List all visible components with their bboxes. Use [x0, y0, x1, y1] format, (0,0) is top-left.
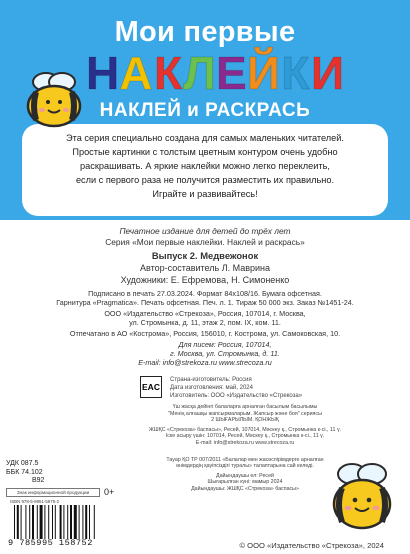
letters-line: Для писем: Россия, 107014,: [178, 340, 272, 349]
info-product-mark: Знак информационной продукции: [6, 488, 100, 497]
title-letter: Н: [86, 47, 120, 99]
kazakh-line: E-mail: info@strekoza.ru www.strecoza.ru: [195, 439, 295, 446]
kazakh-line: "Менің алғашқы жапсырмаларым. Жапсыр және боя" сериясы: [168, 410, 322, 417]
kazakh-line: Тауар ҚО ТР 007/2011 «Балалар мен жасөспірімдерге арналған: [166, 456, 324, 463]
barcode-bar: [70, 505, 72, 539]
barcode-bar: [55, 505, 56, 539]
barcode-bar: [63, 505, 64, 539]
barcode-bar: [60, 505, 62, 539]
publisher-line: ул. Стромынка, д. 11, этаж 2, пом. IX, ком. 11.: [129, 318, 281, 327]
title-letter: К: [281, 47, 310, 99]
bee-icon: [22, 70, 88, 130]
kazakh-line: өнімдердің қауіпсіздігі туралы» талаптарына сай келеді.: [176, 463, 314, 470]
kazakh-line: Іске асыру үшін: 107014, Ресей, Мәскеу қ., Стромынка к-сі., 11 ү.: [165, 433, 325, 440]
signed-line: Подписано в печать 27.03.2024. Формат 84х108/16. Бумага офсетная.: [88, 289, 322, 298]
copyright: © ООО «Издательство «Стрекоза», 2024: [239, 541, 384, 550]
catalog-codes: [6, 460, 44, 486]
barcode-bar: [32, 505, 34, 539]
barcode-bar: [67, 505, 68, 539]
barcode-bar: [74, 505, 77, 539]
eac-mark: EAC: [140, 376, 162, 398]
barcode-bar: [48, 505, 49, 539]
barcode-bar: [79, 505, 80, 539]
title-letter: Й: [246, 47, 280, 99]
kazakh-line: 2 ШЫҒАРЫЛЫМ. ҚОНЖЫҚ: [211, 417, 279, 424]
artists-line: Художники: Е. Ефремова, Н. Симоненко: [120, 275, 290, 285]
title-letter: Е: [215, 47, 247, 99]
publisher-line: ООО «Издательство «Стрекоза», Россия, 107014, г. Москва,: [104, 309, 306, 318]
kazakh-line: Шығарылған күні: мамыр 2024: [207, 479, 283, 486]
intro-line: Эта серия специально создана для самых маленьких читателей.: [66, 133, 344, 143]
kazakh-line: Дайындаушы ел: Ресей: [216, 472, 274, 479]
date-line: Дата изготовления: май, 2024: [170, 385, 253, 391]
maker-line: Изготовитель: ООО «Издательство «Стрекоза»: [170, 393, 303, 399]
title-letter: Л: [183, 47, 216, 99]
intro-box: [22, 124, 388, 216]
main-title: [86, 47, 345, 99]
kazakh-line: ЖШҚС «Стрекоза» баспасы», Ресей, 107014, Мәскеу қ., Стромынка к-сі., 11 ү.: [148, 426, 342, 433]
barcode-bar: [29, 505, 30, 539]
barcode-bar: [94, 505, 95, 539]
author-code: В92: [32, 477, 45, 485]
barcode-bar: [21, 505, 22, 539]
intro-line: Играйте и развивайтесь!: [152, 189, 258, 199]
barcode-bar: [14, 505, 15, 539]
age-rating: 0+: [104, 487, 115, 497]
bbk-code: ББК 74.102: [6, 468, 43, 476]
subtitle: НАКЛЕЙ и РАСКРАСЬ: [99, 100, 311, 121]
kazakh-block: [120, 404, 370, 493]
intro-line: Простые картинки с толстым цветным контуром очень удобно: [72, 147, 338, 157]
country-line: Страна-изготовитель: Россия: [170, 377, 252, 383]
kazakh-line: Үш жасқа дейінгі балаларға арналған басылым басылымы: [172, 404, 318, 410]
series-title: Мои первые: [114, 16, 296, 48]
title-letter: И: [310, 47, 345, 99]
author-line: Автор-составитель Л. Маврина: [139, 263, 271, 273]
title-letter: К: [153, 47, 183, 99]
printed-line: Отпечатано в АО «Кострома», Россия, 156010, г. Кострома, ул. Самоковская, 10.: [69, 329, 341, 338]
barcode-bar: [82, 505, 83, 539]
intro-line: если с первого раза не получится разместить их правильно.: [75, 175, 335, 185]
letters-line: г. Москва, ул. Стромынка, д. 11.: [170, 349, 280, 358]
barcode-digits: 9 785995 158752: [8, 538, 93, 548]
email-line: E-mail: info@strekoza.ru www.strecoza.ru: [138, 358, 272, 367]
barcode-bar: [44, 505, 45, 539]
intro-line: раскрашивать. А яркие наклейки можно легко переклеить,: [80, 161, 330, 171]
barcode-bar: [25, 505, 26, 539]
barcode-bar: [37, 505, 38, 539]
kazakh-line: Дайындаушы: ЖШҚС «Стрекоза» баспасы»: [191, 485, 299, 492]
barcode-bar: [17, 505, 19, 539]
barcode-bar: [89, 505, 90, 539]
barcode-bar: [52, 505, 53, 539]
barcode: [14, 505, 118, 539]
udk-code: УДК 087.5: [6, 460, 39, 467]
issue-title: Выпуск 2. Медвежонок: [151, 250, 259, 261]
typeface-line: Гарнитура «Pragmatica». Печать офсетная. Печ. л. 1. Тираж 50 000 экз. Заказ №1451-24.: [56, 298, 354, 307]
barcode-bar: [85, 505, 87, 539]
isbn-text: ISBN 978-5-9951-5875-2: [10, 499, 60, 504]
series-note: Серия «Мои первые наклейки. Наклей и раскрась»: [105, 237, 305, 247]
eac-info: [170, 376, 302, 400]
barcode-bar: [40, 505, 43, 539]
edition-note: Печатное издание для детей до трёх лет: [119, 226, 291, 236]
title-letter: А: [119, 47, 153, 99]
